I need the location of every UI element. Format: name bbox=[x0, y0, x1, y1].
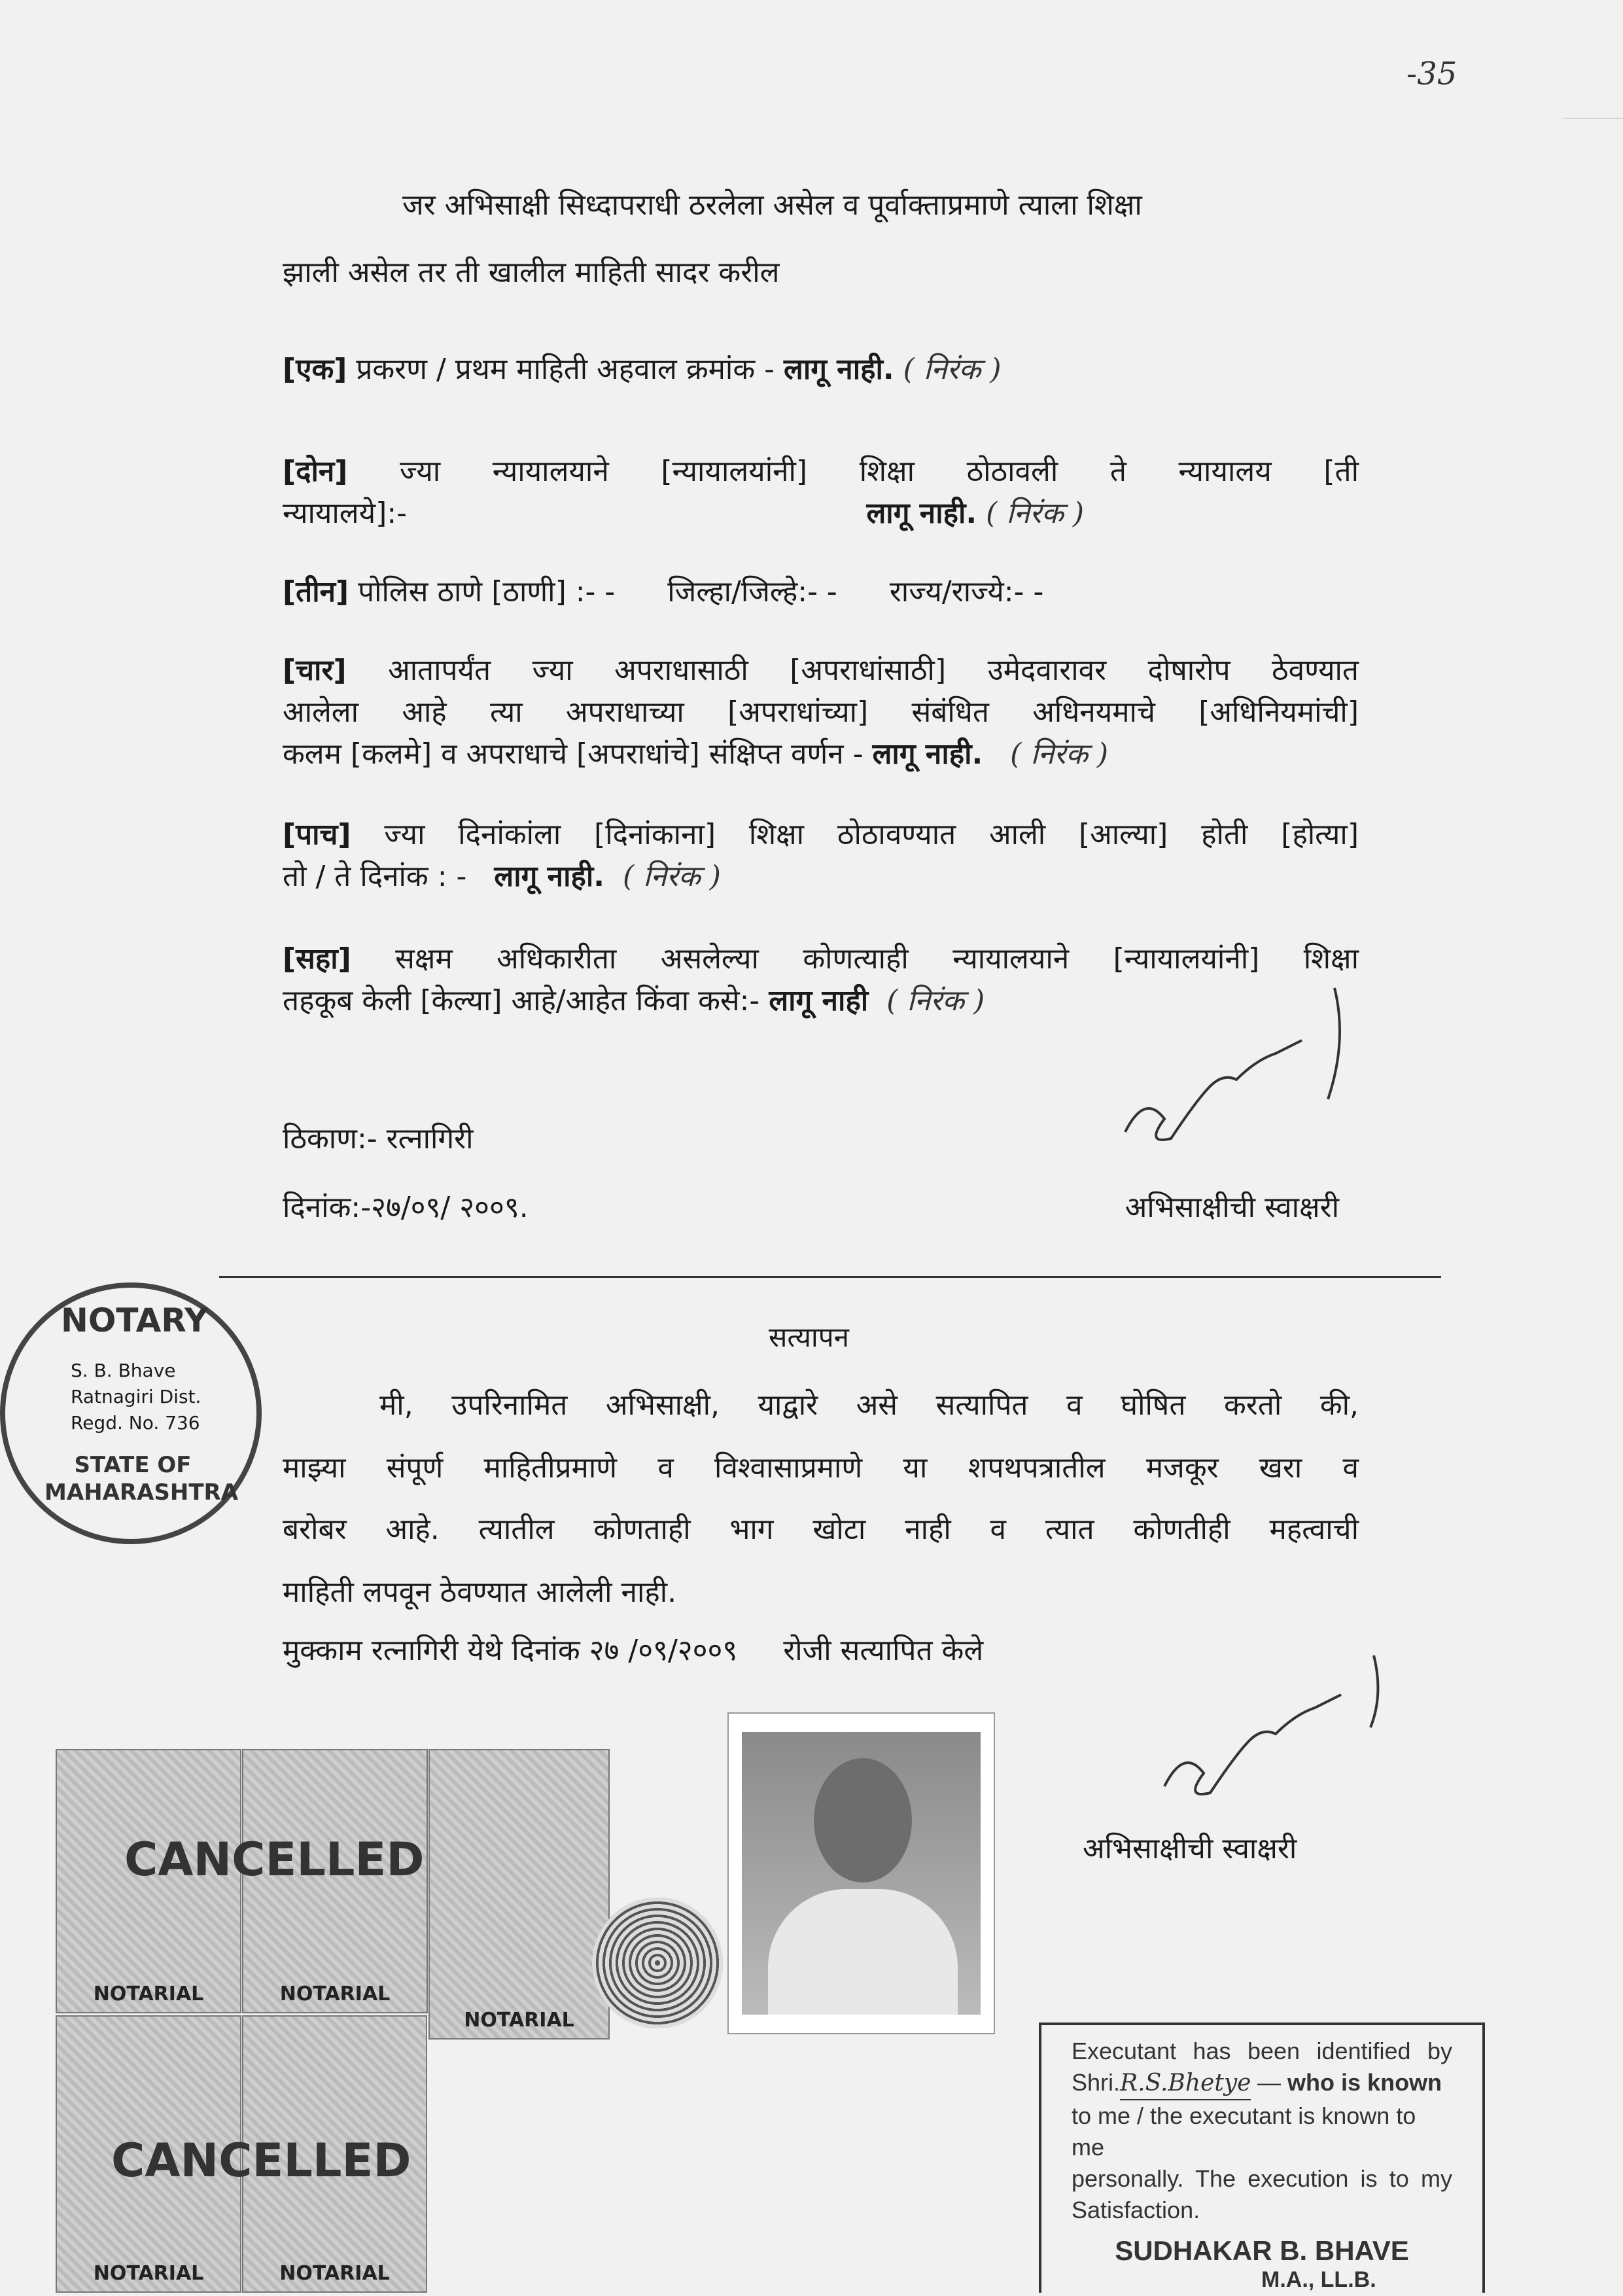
date-row bbox=[283, 1187, 1359, 1229]
notary-identification-box bbox=[1039, 2022, 1485, 2293]
item-label: [सहा] bbox=[283, 942, 351, 976]
handwritten-note: ( निरंक ) bbox=[886, 984, 985, 1017]
item-text: तो / ते दिनांक : - bbox=[283, 860, 467, 893]
item-label: [दोन] bbox=[283, 455, 348, 488]
handwritten-note: ( निरंक ) bbox=[986, 497, 1084, 530]
date: दिनांक:-२७/०९/ २००९. bbox=[283, 1191, 529, 1224]
item-four-line-2: आलेला आहे त्या अपराधाच्या [अपराधांच्या] संबंधित अधिनयमाचे [अधिनियमांची] bbox=[283, 696, 1359, 729]
intro-line-1: जर अभिसाक्षी सिध्दापराधी ठरलेला असेल व पूर्वाक्ताप्रमाणे त्याला शिक्षा bbox=[402, 188, 1142, 222]
identifier-handwritten: R.S.Bhetye bbox=[1120, 2068, 1251, 2100]
item-answer: लागू नाही. bbox=[783, 353, 894, 386]
item-three bbox=[283, 571, 1359, 613]
verification-line-4: माहिती लपवून ठेवण्यात आलेली नाही. bbox=[283, 1576, 677, 1609]
notary-seal bbox=[0, 1282, 262, 1544]
verification-line-1: मी, उपरिनामित अभिसाक्षी, याद्वारे असे सत्यापित व घोषित करतो की, bbox=[379, 1388, 1359, 1422]
item-text: आतापर्यंत ज्या अपराधासाठी [अपराधांसाठी] उमेदवारावर दोषारोप ठेवण्यात bbox=[388, 654, 1359, 687]
verification-closing: मुक्काम रत्नागिरी येथे दिनांक २७ /०९/२००९ रोजी सत्यापित केले bbox=[283, 1634, 984, 1667]
police-station: पोलिस ठाणे [ठाणी] :- - bbox=[358, 575, 616, 609]
item-one bbox=[283, 349, 1359, 391]
stamp-label: NOTARIAL bbox=[279, 2262, 390, 2285]
stamp-label: NOTARIAL bbox=[464, 2009, 574, 2032]
signature-2 bbox=[1151, 1649, 1400, 1819]
shri-label: Shri. bbox=[1072, 2069, 1121, 2096]
seal-bottom: STATE OF MAHARASHTRA bbox=[44, 1452, 239, 1506]
seal-line: S. B. Bhave bbox=[71, 1360, 176, 1381]
box-line-bold: who is known bbox=[1287, 2069, 1442, 2096]
item-label: [चार] bbox=[283, 654, 347, 687]
cancelled-mark: CANCELLED bbox=[111, 2134, 411, 2187]
item-four-line-3 bbox=[283, 733, 1359, 775]
item-five-line-1 bbox=[283, 814, 1359, 856]
seal-line: Ratnagiri Dist. bbox=[71, 1386, 201, 1407]
signature-label-1: अभिसाक्षीची स्वाक्षरी bbox=[1125, 1191, 1339, 1224]
seal-top: NOTARY bbox=[61, 1301, 209, 1339]
notary-name: SUDHAKAR B. BHAVE bbox=[1115, 2235, 1409, 2266]
box-line: Executant has been identified by bbox=[1072, 2038, 1452, 2064]
applicant-photo bbox=[727, 1712, 995, 2034]
item-label: [पाच] bbox=[283, 818, 351, 851]
item-three-district: जिल्हा/जिल्हे:- - bbox=[667, 575, 837, 609]
signature-label-2: अभिसाक्षीची स्वाक्षरी bbox=[1083, 1832, 1297, 1865]
intro-line-2: झाली असेल तर ती खालील माहिती सादर करील bbox=[283, 256, 780, 289]
item-answer: लागू नाही bbox=[769, 984, 869, 1017]
handwritten-note: ( निरंक ) bbox=[622, 860, 721, 893]
item-text: ज्या न्यायालयाने [न्यायालयांनी] शिक्षा ठोठावली ते न्यायालय [ती bbox=[400, 455, 1359, 488]
item-text: तहकूब केली [केल्या] आहे/आहेत किंवा कसे:- bbox=[283, 984, 760, 1017]
item-two-answer bbox=[866, 493, 1084, 535]
signature-1 bbox=[1112, 981, 1374, 1171]
item-answer: लागू नाही. bbox=[872, 737, 983, 771]
seal-line: Regd. No. 736 bbox=[71, 1412, 200, 1434]
item-two-line-2 bbox=[283, 493, 1359, 535]
stamp-label: NOTARIAL bbox=[93, 1983, 204, 2005]
item-label: [तीन] bbox=[283, 575, 349, 609]
stamp-label: NOTARIAL bbox=[93, 2262, 204, 2285]
item-four-line-1 bbox=[283, 650, 1359, 692]
item-three-police bbox=[283, 571, 615, 613]
page-number: -35 bbox=[1406, 56, 1457, 92]
handwritten-note: ( निरंक ) bbox=[1010, 737, 1109, 771]
cancelled-mark: CANCELLED bbox=[124, 1833, 425, 1886]
item-answer: लागू नाही. bbox=[494, 860, 604, 893]
item-three-state: राज्य/राज्ये:- - bbox=[889, 575, 1044, 609]
place: ठिकाण:- रत्नागिरी bbox=[283, 1122, 474, 1156]
item-text: न्यायालये]:- bbox=[283, 497, 408, 530]
divider bbox=[219, 1276, 1441, 1278]
stamp-label: NOTARIAL bbox=[279, 1983, 391, 2005]
box-line: Shri.R.S.Bhetye — who is known bbox=[1072, 2067, 1452, 2100]
box-line: to me / the executant is known to me bbox=[1072, 2102, 1416, 2161]
verification-line-3: बरोबर आहे. त्यातील कोणताही भाग खोटा नाही व त्यात कोणतीही महत्वाची bbox=[283, 1513, 1359, 1546]
item-two-line-1 bbox=[283, 451, 1359, 493]
notary-qualification: M.A., LL.B. bbox=[1261, 2267, 1376, 2292]
verification-section bbox=[283, 1316, 1359, 1672]
thumbprint bbox=[592, 1898, 723, 2028]
box-line: personally. The execution is to my bbox=[1072, 2165, 1452, 2192]
box-line: Satisfaction. bbox=[1072, 2197, 1200, 2223]
handwritten-note: ( निरंक ) bbox=[903, 353, 1002, 386]
item-text: ज्या दिनांकांला [दिनांकाना] शिक्षा ठोठावण्यात आली [आल्या] होती [होत्या] bbox=[384, 818, 1359, 851]
item-six-line-1 bbox=[283, 938, 1359, 980]
item-text: कलम [कलमे] व अपराधाचे [अपराधांचे] संक्षिप्त वर्णन - bbox=[283, 737, 864, 771]
item-answer: लागू नाही. bbox=[866, 497, 977, 530]
verification-title: सत्यापन bbox=[769, 1321, 849, 1353]
item-five-line-2 bbox=[283, 856, 1359, 898]
item-text: सक्षम अधिकारीता असलेल्या कोणत्याही न्यायालयाने [न्यायालयांनी] शिक्षा bbox=[395, 942, 1359, 976]
notarial-stamp bbox=[428, 1749, 610, 2040]
verification-line-2: माझ्या संपूर्ण माहितीप्रमाणे व विश्वासाप्रमाणे या शपथपत्रातील मजकूर खरा व bbox=[283, 1451, 1359, 1485]
item-text: प्रकरण / प्रथम माहिती अहवाल क्रमांक - bbox=[356, 353, 775, 386]
item-label: [एक] bbox=[283, 353, 347, 386]
